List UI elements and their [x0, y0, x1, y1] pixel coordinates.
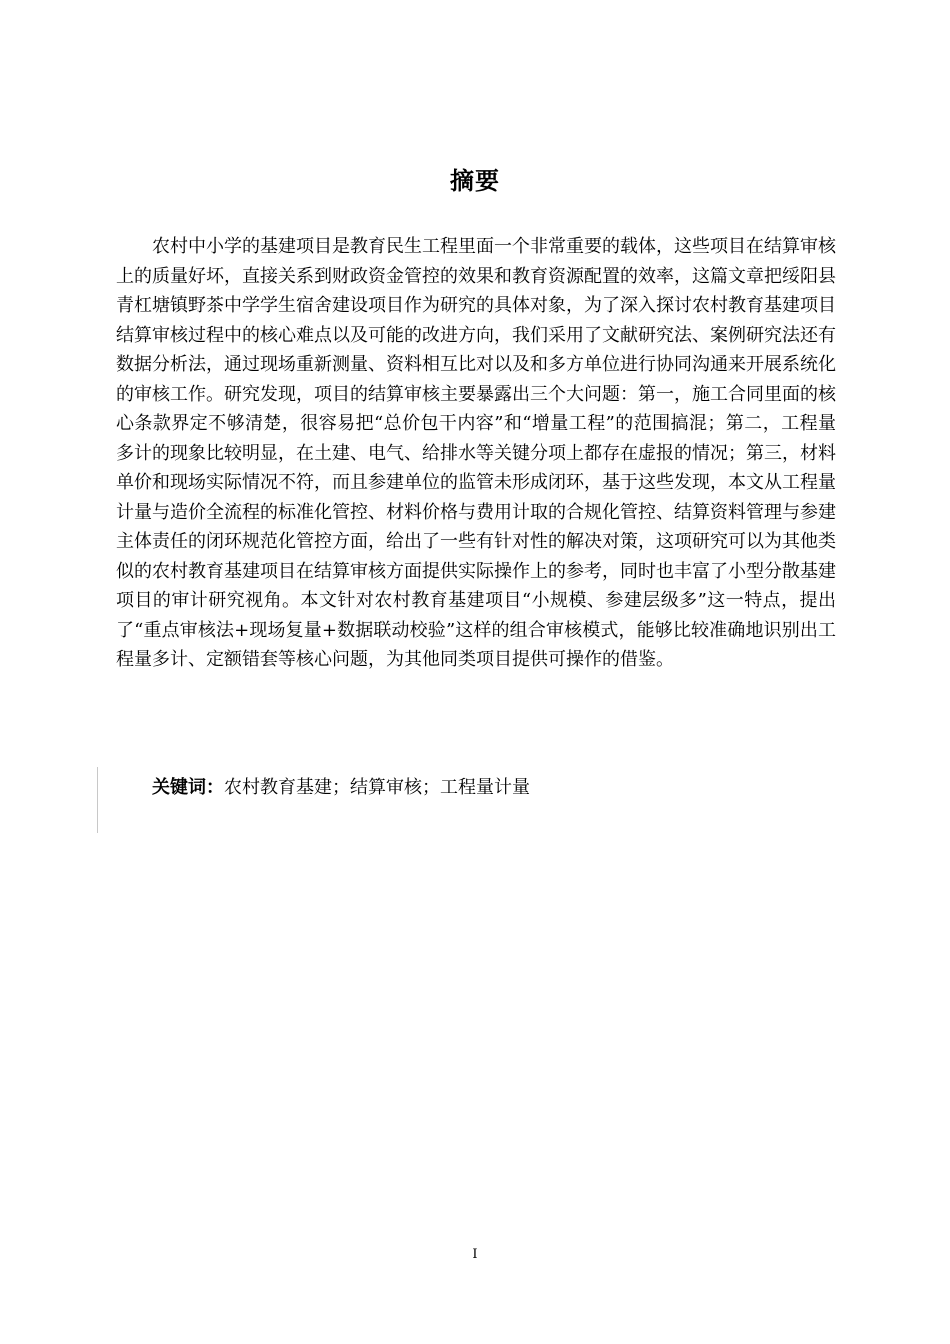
margin-change-bar [97, 767, 98, 833]
keywords-text: 农村教育基建；结算审核；工程量计量 [224, 777, 530, 798]
page-number: I [472, 1247, 478, 1262]
keywords-line [152, 774, 530, 802]
page-title: 摘要 [450, 167, 500, 195]
abstract-paragraph: 农村中小学的基建项目是教育民生工程里面一个非常重要的载体，这些项目在结算审核上的质量好坏，直接关系到财政资金管控的效果和教育资源配置的效率，这篇文章把绥阳县青杠塘镇野茶中学学生宿舍建设项目作为研究的具体对象，为了深入探讨农村教育基建项目结算审核过程中的核心难点以及可能的改进方向，我们采用了文献研究法、案例研究法还有数据分析法，通过现场重新测量、资料相互比对以及和多方单位进行协同沟通来开展系统化的审核工作。研究发现，项目的结算审核主要暴露出三个大问题：第一，施工合同里面的核心条款界定不够清楚，很容易把“总价包干内容”和“增量工程”的范围搞混；第二，工程量多计的现象比较明显，在土建、电气、给排水等关键分项上都存在虚报的情况；第三，材料单价和现场实际情况不符，而且参建单位的监管未形成闭环，基于这些发现，本文从工程量计量与造价全流程的标准化管控、材料价格与费用计取的合规化管控、结算资料管理与参建主体责任的闭环规范化管控方面，给出了一些有针对性的解决对策，这项研究可以为其他类似的农村教育基建项目在结算审核方面提供实际操作上的参考，同时也丰富了小型分散基建项目的审计研究视角。本文针对农村教育基建项目“小规模、参建层级多”这一特点，提出了“重点审核法+现场复量+数据联动校验”这样的组合审核模式，能够比较准确地识别出工程量多计、定额错套等核心问题，为其他同类项目提供可操作的借鉴。 [116, 236, 836, 670]
keywords-label: 关键词： [152, 777, 224, 798]
